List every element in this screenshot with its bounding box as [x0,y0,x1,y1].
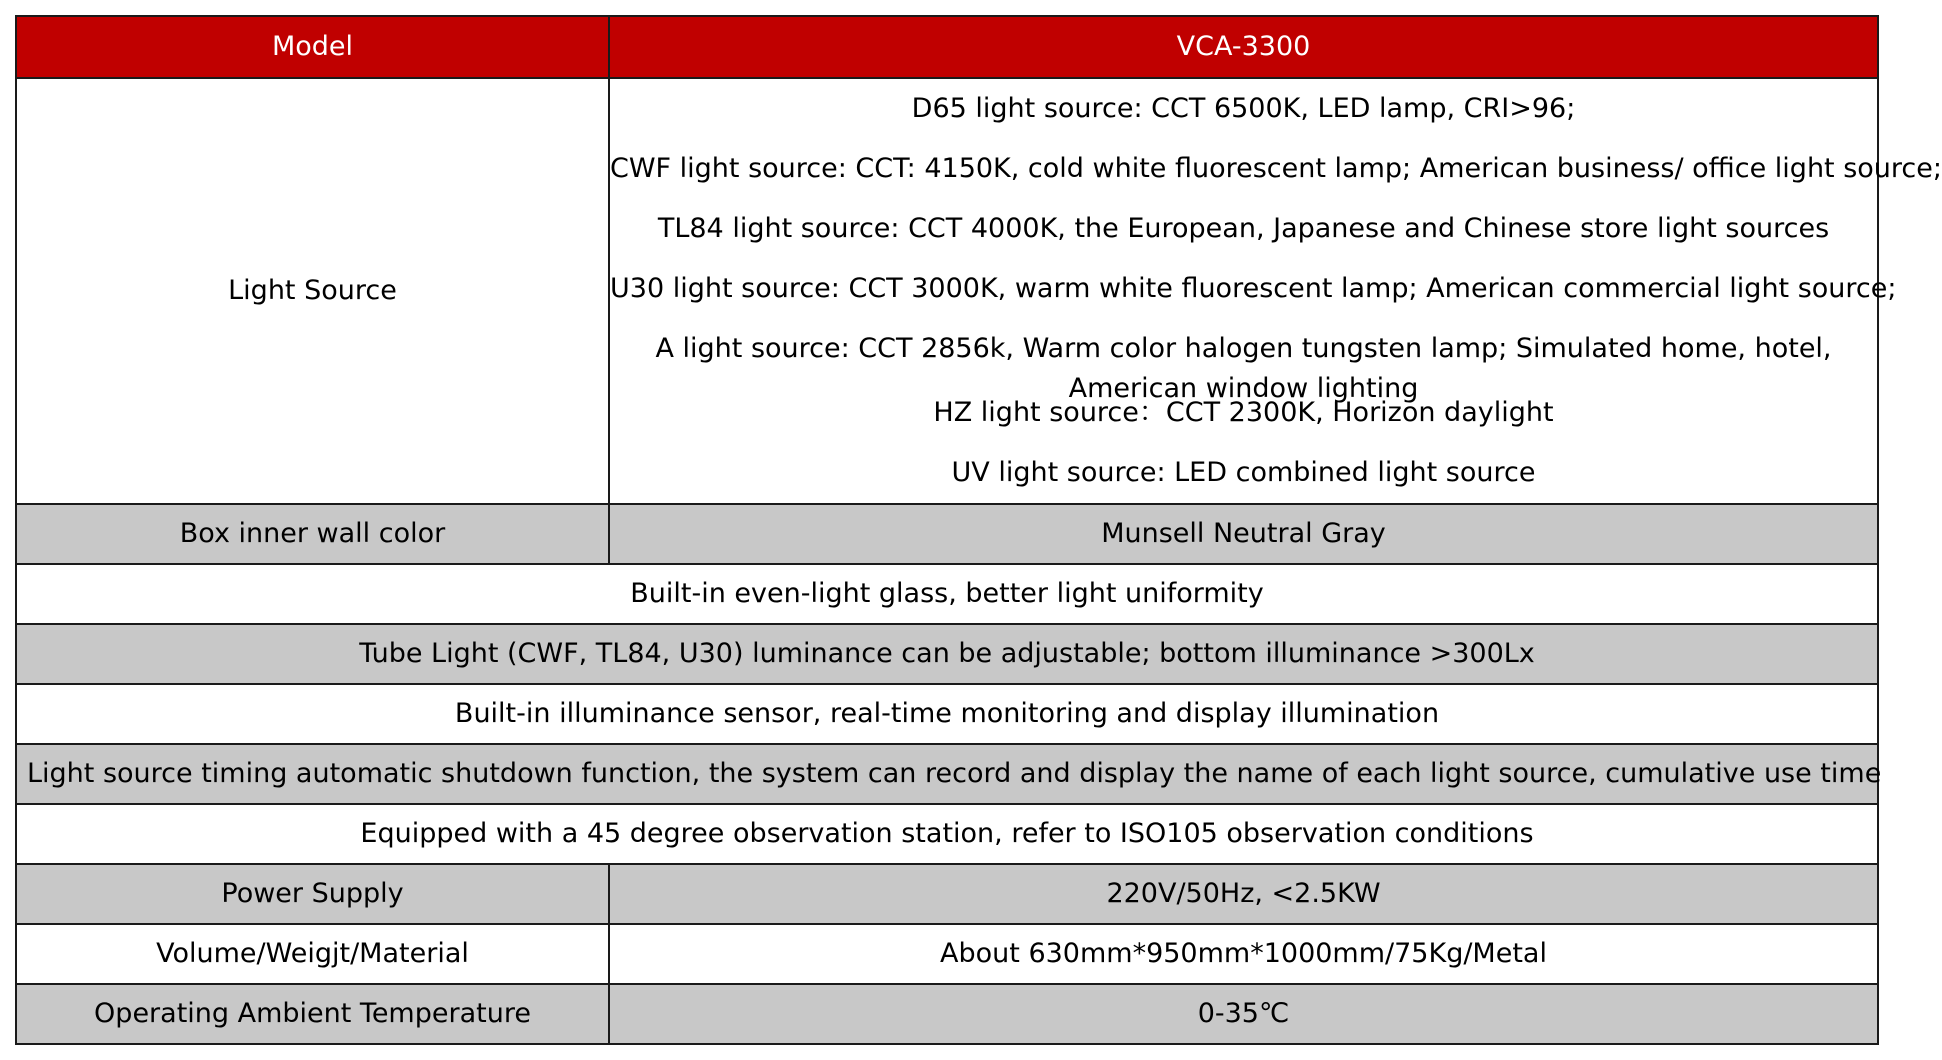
tube-light-feature: Tube Light (CWF, TL84, U30) luminance can be adjustable; bottom illuminance >300Lx [16,624,1878,684]
sensor-row [16,684,1878,744]
light-source-list [610,79,1942,503]
power-value: 220V/50Hz, <2.5KW [609,864,1878,924]
model-label: Model [16,16,609,78]
timing-row [16,744,1878,804]
light-source-d65: D65 light source: CCT 6500K, LED lamp, CRI>96; [911,93,1576,124]
glass-row [16,564,1878,624]
timing-feature: Light source timing automatic shutdown function, the system can record and display the name of each light source, cumulative use time [16,744,1878,804]
power-label: Power Supply [16,864,609,924]
volume-row [16,924,1878,984]
wall-color-label: Box inner wall color [16,504,609,564]
light-source-hz: HZ light source：CCT 2300K, Horizon daylight [933,397,1554,428]
volume-value: About 630mm*950mm*1000mm/75Kg/Metal [609,924,1878,984]
light-source-cwf: CWF light source: CCT: 4150K, cold white fluorescent lamp; American business/ office light source; [610,153,1942,184]
glass-feature: Built-in even-light glass, better light uniformity [16,564,1878,624]
light-source-tl84: TL84 light source: CCT 4000K, the European, Japanese and Chinese store light sources [657,213,1830,244]
power-row [16,864,1878,924]
light-source-label: Light Source [16,78,609,504]
light-source-row [16,78,1878,504]
temperature-value: 0-35℃ [609,984,1878,1044]
wall-color-value: Munsell Neutral Gray [609,504,1878,564]
header-row [16,16,1878,78]
model-value: VCA-3300 [609,16,1878,78]
temperature-row [16,984,1878,1044]
spec-table [15,15,1942,1045]
light-source-a: A light source: CCT 2856k, Warm color halogen tungsten lamp; Simulated home, hotel, American window lighting [655,333,1832,404]
sensor-feature: Built-in illuminance sensor, real-time monitoring and display illumination [16,684,1878,744]
observation-row [16,804,1878,864]
observation-feature: Equipped with a 45 degree observation station, refer to ISO105 observation conditions [16,804,1878,864]
wall-color-row [16,504,1878,564]
light-source-list-cell [609,78,1942,504]
tube-light-row [16,624,1878,684]
temperature-label: Operating Ambient Temperature [16,984,609,1044]
light-source-uv: UV light source: LED combined light source [951,457,1536,488]
light-source-u30: U30 light source: CCT 3000K, warm white fluorescent lamp; American commercial light source; [610,273,1897,304]
volume-label: Volume/Weigjt/Material [16,924,609,984]
